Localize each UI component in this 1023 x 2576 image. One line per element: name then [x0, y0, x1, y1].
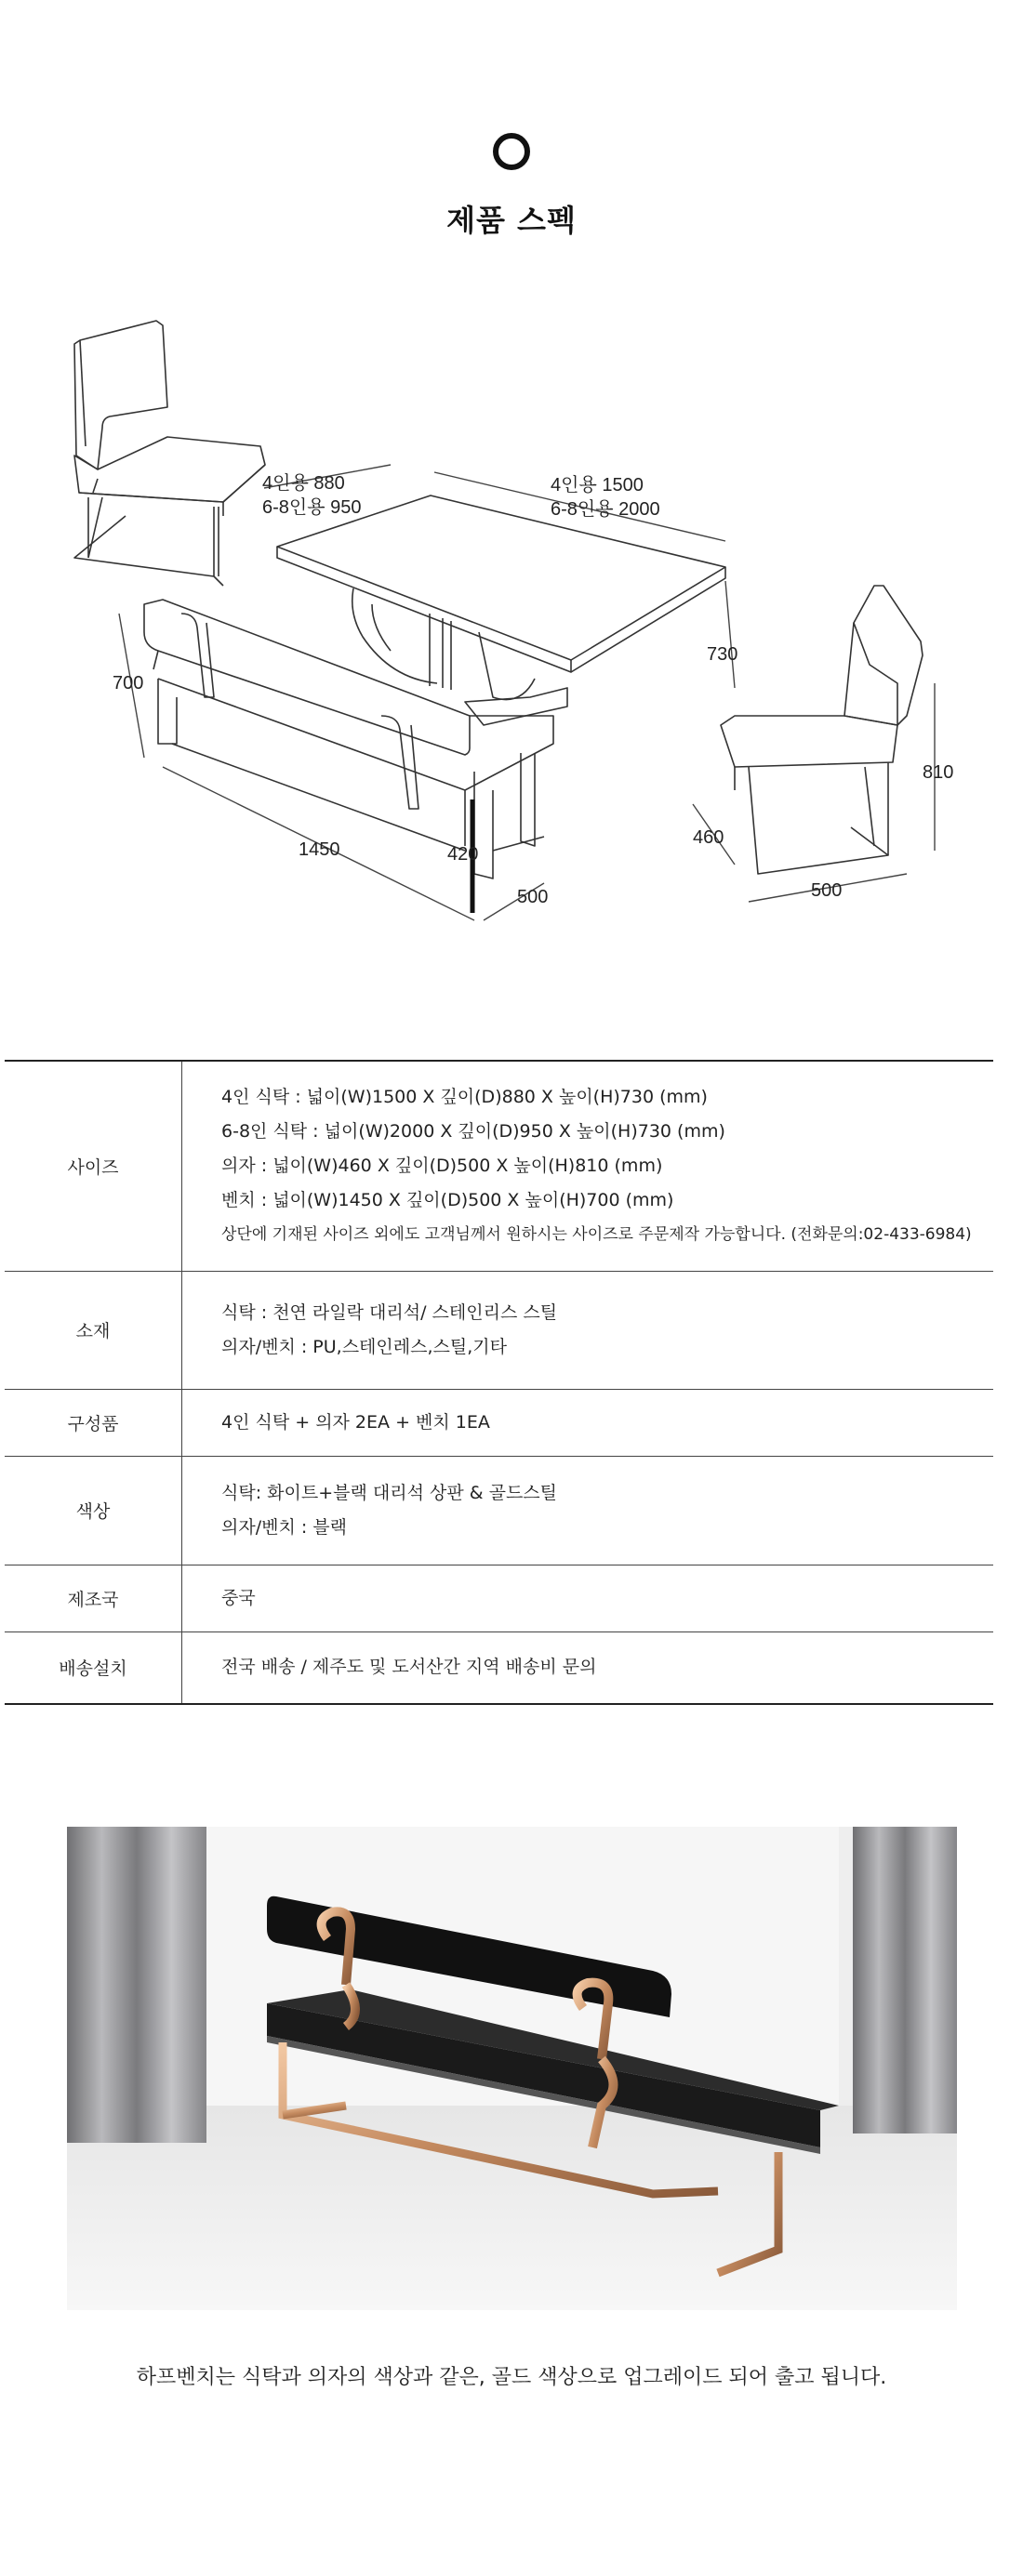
spec-line: 의자 : 넓이(W)460 X 깊이(D)500 X 높이(H)810 (mm) [221, 1155, 663, 1176]
spec-value [182, 1061, 994, 1271]
dim-bench-depth: 500 [517, 887, 549, 907]
spec-label: 제조국 [5, 1565, 182, 1631]
spec-line: 중국 [221, 1587, 256, 1608]
spec-row-size [5, 1061, 993, 1271]
spec-value [182, 1389, 994, 1456]
dim-table-width-1: 4인용 1500 [551, 475, 644, 495]
dim-bench-height: 700 [113, 673, 144, 694]
table-drawing [277, 495, 725, 725]
dim-table-width-2: 6-8인용 2000 [551, 499, 660, 520]
bench-photo-illustration [67, 1827, 957, 2310]
photo-caption: 하프벤치는 식탁과 의자의 색상과 같은, 골드 색상으로 업그레이드 되어 출고 됩니다. [136, 2366, 887, 2389]
spec-line: 4인 식탁 : 넓이(W)1500 X 깊이(D)880 X 높이(H)730 (mm) [221, 1086, 708, 1107]
dim-table-height: 730 [707, 644, 738, 665]
spec-value [182, 1271, 994, 1389]
spec-line: 6-8인 식탁 : 넓이(W)2000 X 깊이(D)950 X 높이(H)730 (mm) [221, 1120, 725, 1142]
spec-line: 의자/벤치 : 블랙 [221, 1516, 348, 1538]
spec-row-components [5, 1389, 993, 1456]
spec-row-shipping [5, 1631, 993, 1704]
chair-right-drawing [721, 586, 923, 874]
spec-label: 소재 [5, 1271, 182, 1389]
spec-label: 구성품 [5, 1389, 182, 1456]
dim-bench-seat-height: 420 [447, 844, 479, 865]
furniture-line-drawing [0, 307, 1023, 958]
spec-table [5, 1060, 993, 1705]
dimension-diagram [0, 307, 1023, 958]
spec-line-note: 상단에 기재된 사이즈 외에도 고객님께서 원하시는 사이즈로 주문제작 가능합니다. (전화문의:02-433-6984) [221, 1224, 972, 1244]
dim-bench-width: 1450 [299, 839, 340, 860]
spec-label: 색상 [5, 1456, 182, 1565]
spec-line: 전국 배송 / 제주도 및 도서산간 지역 배송비 문의 [221, 1657, 597, 1678]
dim-chair-width: 500 [811, 880, 843, 901]
spec-line: 식탁: 화이트+블랙 대리석 상판 & 골드스틸 [221, 1482, 557, 1503]
bench-photo [67, 1827, 957, 2310]
dim-chair-depth: 460 [693, 827, 724, 848]
chair-left-drawing [74, 321, 265, 586]
spec-row-origin [5, 1565, 993, 1631]
spec-line: 의자/벤치 : PU,스테인레스,스틸,기타 [221, 1336, 507, 1357]
dim-chair-height: 810 [923, 762, 954, 783]
spec-value [182, 1565, 994, 1631]
spec-value [182, 1456, 994, 1565]
dim-chair-left-depth-2: 6-8인용 950 [262, 497, 362, 518]
dim-chair-left-depth-1: 4인용 880 [262, 473, 345, 494]
spec-line: 4인 식탁 + 의자 2EA + 벤치 1EA [221, 1411, 490, 1433]
page-title: 제품 스펙 [446, 203, 577, 238]
spec-line: 식탁 : 천연 라일락 대리석/ 스테인리스 스틸 [221, 1301, 558, 1323]
spec-label: 배송설치 [5, 1631, 182, 1704]
spec-line: 벤치 : 넓이(W)1450 X 깊이(D)500 X 높이(H)700 (mm) [221, 1189, 674, 1210]
circle-icon [493, 133, 530, 170]
spec-row-color [5, 1456, 993, 1565]
spec-row-material [5, 1271, 993, 1389]
spec-label: 사이즈 [5, 1061, 182, 1271]
spec-value [182, 1631, 994, 1704]
